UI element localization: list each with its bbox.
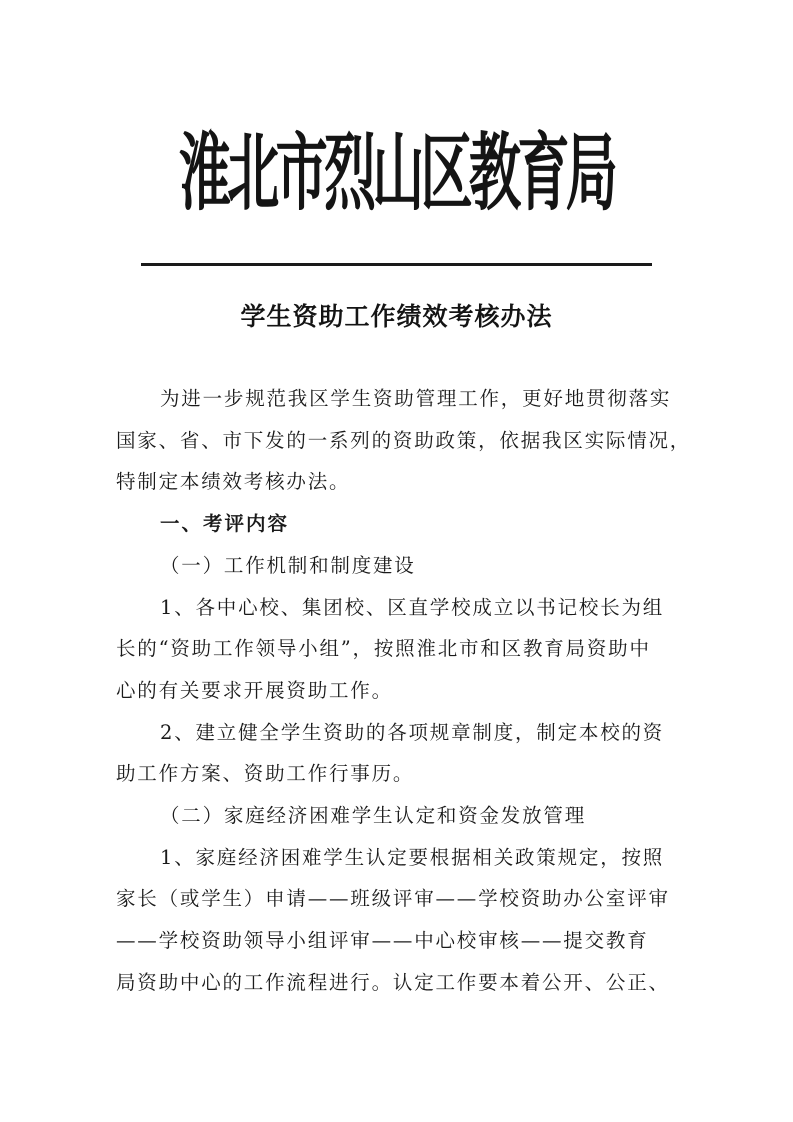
document-body (116, 378, 692, 1004)
text-line: 长的“资助工作领导小组”，按照淮北市和区教育局资助中 (116, 637, 651, 661)
document-title: 学生资助工作绩效考核办法 (240, 302, 553, 331)
letterhead-divider-line (141, 263, 652, 266)
letterhead-organization-name: 淮北市烈山区教育局 (178, 123, 615, 222)
subsection-heading: （一）工作机制和制度建设 (160, 553, 416, 577)
section-heading: 一、考评内容 (160, 512, 290, 536)
text-line: ——学校资助领导小组评审——中心校审核——提交教育 (116, 929, 649, 953)
subsection-heading: （二）家庭经济困难学生认定和资金发放管理 (160, 804, 587, 828)
text-line: 1、家庭经济困难学生认定要根据相关政策规定，按照 (160, 845, 665, 869)
text-line: 心的有关要求开展资助工作。 (116, 678, 393, 702)
text-line: 局资助中心的工作流程进行。认定工作要本着公开、公正、 (116, 970, 670, 994)
list-item-paragraph (116, 712, 676, 795)
text-line: 特制定本绩效考核办法。 (116, 470, 351, 494)
list-item-paragraph (116, 587, 676, 712)
intro-paragraph (116, 378, 692, 503)
text-line: 2、建立健全学生资助的各项规章制度，制定本校的资 (160, 720, 665, 744)
text-line: 为进一步规范我区学生资助管理工作，更好地贯彻落实 (160, 387, 672, 410)
list-item-paragraph (116, 837, 676, 1004)
text-line: 国家、省、市下发的一系列的资助政策，依据我区实际情况， (116, 428, 692, 452)
text-line: 家长（或学生）申请——班级评审——学校资助办公室评审 (116, 887, 670, 911)
text-line: 助工作方案、资助工作行事历。 (116, 762, 415, 786)
text-line: 1、各中心校、集团校、区直学校成立以书记校长为组 (160, 595, 665, 619)
